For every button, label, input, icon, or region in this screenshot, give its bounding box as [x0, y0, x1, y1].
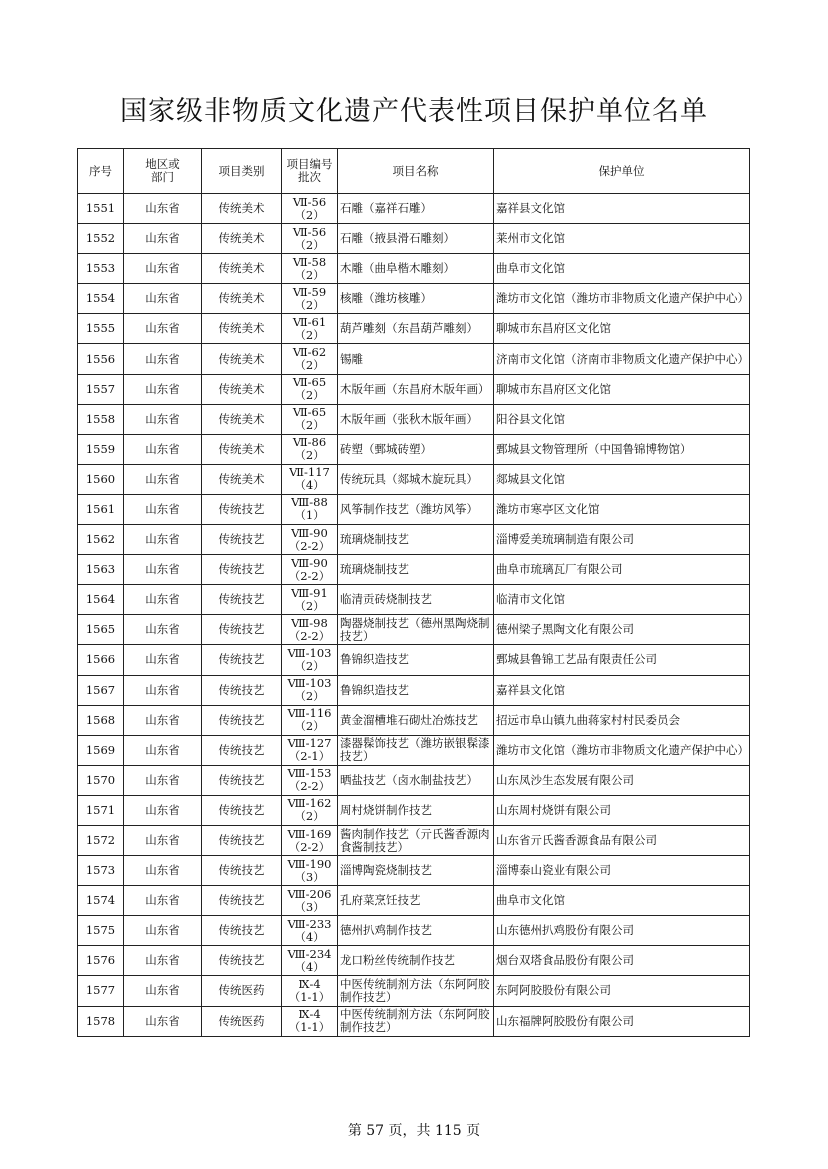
cell-project-name: 木版年画（张秋木版年画） [338, 404, 494, 434]
cell-no: 1557 [78, 374, 124, 404]
code-number: Ⅶ-65 [292, 375, 327, 390]
header-category: 项目类别 [202, 149, 282, 194]
cell-project-name: 风筝制作技艺（潍坊风筝） [338, 494, 494, 524]
cell-no: 1572 [78, 825, 124, 855]
code-batch: （3） [294, 899, 325, 914]
cell-category: 传统美术 [202, 194, 282, 224]
cell-project-name: 晒盐技艺（卤水制盐技艺） [338, 765, 494, 795]
cell-project-name: 核雕（潍坊核雕） [338, 284, 494, 314]
cell-category: 传统技艺 [202, 795, 282, 825]
cell-category: 传统美术 [202, 404, 282, 434]
cell-region: 山东省 [124, 615, 202, 645]
code-number: Ⅶ-56 [292, 224, 327, 239]
table-row [78, 344, 750, 374]
code-batch: （2） [294, 237, 325, 252]
cell-no: 1575 [78, 916, 124, 946]
cell-project-name: 鲁锦织造技艺 [338, 675, 494, 705]
cell-region: 山东省 [124, 434, 202, 464]
cell-region: 山东省 [124, 254, 202, 284]
table-row [78, 224, 750, 254]
cell-region: 山东省 [124, 314, 202, 344]
cell-no: 1552 [78, 224, 124, 254]
cell-region: 山东省 [124, 404, 202, 434]
cell-no: 1555 [78, 314, 124, 344]
cell-protection-unit: 山东周村烧饼有限公司 [494, 795, 750, 825]
header-no: 序号 [78, 149, 124, 194]
cell-region: 山东省 [124, 374, 202, 404]
cell-code [282, 374, 338, 404]
table-row [78, 795, 750, 825]
code-batch: （4） [294, 478, 325, 493]
cell-category: 传统美术 [202, 314, 282, 344]
cell-protection-unit: 聊城市东昌府区文化馆 [494, 374, 750, 404]
table-row [78, 254, 750, 284]
code-batch: （1） [294, 508, 325, 523]
cell-no: 1566 [78, 645, 124, 675]
cell-code [282, 494, 338, 524]
code-batch: （2） [294, 448, 325, 463]
header-region-line2: 部门 [151, 170, 174, 184]
header-name: 项目名称 [338, 149, 494, 194]
table-row [78, 494, 750, 524]
cell-project-name: 陶器烧制技艺（德州黑陶烧制技艺） [338, 615, 494, 645]
cell-code [282, 194, 338, 224]
cell-protection-unit: 嘉祥县文化馆 [494, 194, 750, 224]
cell-region: 山东省 [124, 916, 202, 946]
table-row [78, 856, 750, 886]
cell-code [282, 795, 338, 825]
code-batch: （2） [294, 809, 325, 824]
cell-protection-unit: 阳谷县文化馆 [494, 404, 750, 434]
cell-code [282, 946, 338, 976]
code-number: Ⅶ-62 [292, 345, 327, 360]
cell-region: 山东省 [124, 344, 202, 374]
cell-category: 传统美术 [202, 284, 282, 314]
code-batch: （2） [294, 207, 325, 222]
cell-code [282, 254, 338, 284]
code-number: Ⅷ-169 [287, 826, 332, 841]
cell-protection-unit: 聊城市东昌府区文化馆 [494, 314, 750, 344]
cell-region: 山东省 [124, 494, 202, 524]
cell-category: 传统技艺 [202, 645, 282, 675]
cell-code [282, 916, 338, 946]
cell-category: 传统技艺 [202, 825, 282, 855]
code-number: Ⅷ-127 [287, 736, 332, 751]
code-batch: （1-1） [288, 989, 331, 1004]
cell-no: 1569 [78, 735, 124, 765]
cell-project-name: 葫芦雕刻（东昌葫芦雕刻） [338, 314, 494, 344]
cell-protection-unit: 山东凤沙生态发展有限公司 [494, 765, 750, 795]
cell-no: 1568 [78, 705, 124, 735]
cell-no: 1554 [78, 284, 124, 314]
cell-code [282, 404, 338, 434]
cell-protection-unit: 鄄城县文物管理所（中国鲁锦博物馆） [494, 434, 750, 464]
code-number: Ⅷ-90 [291, 555, 328, 570]
cell-no: 1574 [78, 886, 124, 916]
cell-protection-unit: 潍坊市文化馆（潍坊市非物质文化遗产保护中心） [494, 735, 750, 765]
cell-project-name: 临清贡砖烧制技艺 [338, 585, 494, 615]
cell-project-name: 黄金溜槽堆石砌灶冶炼技艺 [338, 705, 494, 735]
cell-region: 山东省 [124, 765, 202, 795]
page-title: 国家级非物质文化遗产代表性项目保护单位名单 [120, 96, 708, 127]
cell-category: 传统医药 [202, 1006, 282, 1036]
code-number: Ⅶ-117 [289, 465, 330, 480]
code-batch: （4） [294, 959, 325, 974]
code-number: Ⅷ-190 [287, 856, 332, 871]
cell-category: 传统美术 [202, 434, 282, 464]
cell-project-name: 淄博陶瓷烧制技艺 [338, 856, 494, 886]
cell-code [282, 645, 338, 675]
cell-project-name: 木雕（曲阜楷木雕刻） [338, 254, 494, 284]
cell-project-name: 周村烧饼制作技艺 [338, 795, 494, 825]
cell-region: 山东省 [124, 585, 202, 615]
code-batch: （2） [294, 327, 325, 342]
code-number: Ⅶ-65 [292, 405, 327, 420]
cell-code [282, 555, 338, 585]
cell-region: 山东省 [124, 645, 202, 675]
cell-project-name: 德州扒鸡制作技艺 [338, 916, 494, 946]
cell-category: 传统技艺 [202, 675, 282, 705]
cell-code [282, 825, 338, 855]
cell-protection-unit: 曲阜市文化馆 [494, 886, 750, 916]
cell-protection-unit: 烟台双塔食品股份有限公司 [494, 946, 750, 976]
header-unit: 保护单位 [494, 149, 750, 194]
cell-protection-unit: 嘉祥县文化馆 [494, 675, 750, 705]
cell-no: 1565 [78, 615, 124, 645]
header-code-line1: 项目编号 [286, 157, 333, 171]
table-row [78, 374, 750, 404]
page-footer: 第 57 页，共 115 页 [347, 1123, 481, 1139]
cell-category: 传统技艺 [202, 585, 282, 615]
table-row [78, 886, 750, 916]
cell-category: 传统美术 [202, 464, 282, 494]
cell-project-name: 中医传统制剂方法（东阿阿胶制作技艺） [338, 1006, 494, 1036]
cell-region: 山东省 [124, 284, 202, 314]
cell-code [282, 705, 338, 735]
table-row [78, 1006, 750, 1036]
code-number: Ⅷ-88 [291, 495, 328, 510]
cell-category: 传统美术 [202, 344, 282, 374]
cell-code [282, 224, 338, 254]
cell-project-name: 琉璃烧制技艺 [338, 555, 494, 585]
table-row [78, 645, 750, 675]
cell-code [282, 434, 338, 464]
table-row [78, 735, 750, 765]
heritage-table [77, 148, 750, 1037]
cell-project-name: 石雕（掖县滑石雕刻） [338, 224, 494, 254]
cell-no: 1564 [78, 585, 124, 615]
cell-protection-unit: 济南市文化馆（济南市非物质文化遗产保护中心） [494, 344, 750, 374]
code-number: Ⅷ-98 [291, 615, 328, 630]
cell-protection-unit: 淄博爱美琉璃制造有限公司 [494, 525, 750, 555]
table-row [78, 976, 750, 1006]
cell-protection-unit: 山东德州扒鸡股份有限公司 [494, 916, 750, 946]
cell-code [282, 464, 338, 494]
cell-no: 1578 [78, 1006, 124, 1036]
cell-category: 传统美术 [202, 374, 282, 404]
cell-code [282, 1006, 338, 1036]
cell-project-name: 石雕（嘉祥石雕） [338, 194, 494, 224]
cell-project-name: 木版年画（东昌府木版年画） [338, 374, 494, 404]
cell-region: 山东省 [124, 735, 202, 765]
cell-region: 山东省 [124, 555, 202, 585]
code-number: Ⅶ-58 [292, 254, 327, 269]
cell-protection-unit: 德州梁子黑陶文化有限公司 [494, 615, 750, 645]
cell-category: 传统技艺 [202, 615, 282, 645]
cell-no: 1556 [78, 344, 124, 374]
header-code [282, 149, 338, 194]
cell-category: 传统医药 [202, 976, 282, 1006]
code-number: Ⅷ-206 [287, 886, 332, 901]
cell-protection-unit: 郯城县文化馆 [494, 464, 750, 494]
code-batch: （2） [294, 719, 325, 734]
cell-region: 山东省 [124, 224, 202, 254]
code-batch: （2） [294, 418, 325, 433]
cell-code [282, 284, 338, 314]
cell-protection-unit: 潍坊市寒亭区文化馆 [494, 494, 750, 524]
code-number: Ⅶ-56 [292, 194, 327, 209]
code-batch: （2） [294, 598, 325, 613]
code-number: Ⅷ-90 [291, 525, 328, 540]
code-batch: （2） [294, 297, 325, 312]
code-number: Ⅶ-59 [292, 284, 327, 299]
cell-region: 山东省 [124, 795, 202, 825]
cell-region: 山东省 [124, 946, 202, 976]
cell-no: 1577 [78, 976, 124, 1006]
cell-project-name: 砖塑（鄄城砖塑） [338, 434, 494, 464]
cell-region: 山东省 [124, 825, 202, 855]
table-row [78, 464, 750, 494]
header-region [124, 149, 202, 194]
code-number: Ⅷ-233 [287, 916, 332, 931]
cell-no: 1562 [78, 525, 124, 555]
cell-no: 1560 [78, 464, 124, 494]
cell-category: 传统技艺 [202, 705, 282, 735]
code-batch: （2-1） [288, 749, 331, 764]
table-row [78, 434, 750, 464]
cell-category: 传统美术 [202, 254, 282, 284]
cell-region: 山东省 [124, 705, 202, 735]
cell-protection-unit: 莱州市文化馆 [494, 224, 750, 254]
code-batch: （2-2） [288, 779, 331, 794]
cell-code [282, 585, 338, 615]
header-code-line2: 批次 [298, 170, 321, 184]
code-number: Ⅷ-91 [291, 585, 328, 600]
cell-category: 传统技艺 [202, 735, 282, 765]
cell-region: 山东省 [124, 675, 202, 705]
cell-code [282, 675, 338, 705]
cell-region: 山东省 [124, 976, 202, 1006]
cell-category: 传统技艺 [202, 856, 282, 886]
cell-code [282, 765, 338, 795]
code-number: Ⅷ-234 [287, 946, 332, 961]
cell-protection-unit: 山东福牌阿胶股份有限公司 [494, 1006, 750, 1036]
code-batch: （2-2） [288, 839, 331, 854]
cell-no: 1559 [78, 434, 124, 464]
cell-no: 1570 [78, 765, 124, 795]
cell-protection-unit: 鄄城县鲁锦工艺品有限责任公司 [494, 645, 750, 675]
cell-protection-unit: 临清市文化馆 [494, 585, 750, 615]
table-row [78, 705, 750, 735]
cell-category: 传统技艺 [202, 494, 282, 524]
code-number: Ⅸ-4 [298, 1007, 321, 1022]
cell-category: 传统技艺 [202, 886, 282, 916]
code-batch: （1-1） [288, 1020, 331, 1035]
cell-category: 传统技艺 [202, 916, 282, 946]
table-row [78, 615, 750, 645]
cell-protection-unit: 曲阜市文化馆 [494, 254, 750, 284]
cell-category: 传统技艺 [202, 765, 282, 795]
table-row [78, 404, 750, 434]
cell-code [282, 615, 338, 645]
table-row [78, 825, 750, 855]
code-number: Ⅷ-162 [287, 796, 332, 811]
cell-no: 1553 [78, 254, 124, 284]
code-batch: （2） [294, 267, 325, 282]
cell-project-name: 孔府菜烹饪技艺 [338, 886, 494, 916]
cell-project-name: 酱肉制作技艺（亓氏酱香源肉食酱制技艺） [338, 825, 494, 855]
code-batch: （2-2） [288, 628, 331, 643]
table-row [78, 675, 750, 705]
header-region-line1: 地区或 [145, 157, 180, 171]
cell-region: 山东省 [124, 525, 202, 555]
code-number: Ⅷ-103 [287, 645, 332, 660]
cell-category: 传统美术 [202, 224, 282, 254]
code-number: Ⅷ-153 [287, 766, 332, 781]
cell-region: 山东省 [124, 464, 202, 494]
table-row [78, 555, 750, 585]
cell-protection-unit: 曲阜市琉璃瓦厂有限公司 [494, 555, 750, 585]
code-number: Ⅶ-61 [292, 314, 327, 329]
cell-no: 1571 [78, 795, 124, 825]
table-row [78, 946, 750, 976]
cell-protection-unit: 招远市阜山镇九曲蒋家村村民委员会 [494, 705, 750, 735]
cell-code [282, 314, 338, 344]
table-row [78, 314, 750, 344]
cell-no: 1558 [78, 404, 124, 434]
table-row [78, 916, 750, 946]
cell-no: 1576 [78, 946, 124, 976]
code-batch: （2） [294, 388, 325, 403]
table-row [78, 284, 750, 314]
cell-region: 山东省 [124, 1006, 202, 1036]
code-batch: （4） [294, 929, 325, 944]
cell-code [282, 735, 338, 765]
cell-project-name: 龙口粉丝传统制作技艺 [338, 946, 494, 976]
code-batch: （2） [294, 358, 325, 373]
cell-category: 传统技艺 [202, 525, 282, 555]
cell-code [282, 976, 338, 1006]
cell-code [282, 525, 338, 555]
code-number: Ⅶ-86 [292, 435, 327, 450]
cell-code [282, 886, 338, 916]
cell-code [282, 856, 338, 886]
code-batch: （2） [294, 689, 325, 704]
cell-project-name: 漆器髹饰技艺（潍坊嵌银髹漆技艺） [338, 735, 494, 765]
cell-project-name: 传统玩具（郯城木旋玩具） [338, 464, 494, 494]
cell-category: 传统技艺 [202, 946, 282, 976]
code-batch: （2-2） [288, 568, 331, 583]
code-batch: （2） [294, 658, 325, 673]
cell-region: 山东省 [124, 886, 202, 916]
code-batch: （3） [294, 869, 325, 884]
cell-project-name: 锡雕 [338, 344, 494, 374]
cell-protection-unit: 淄博泰山瓷业有限公司 [494, 856, 750, 886]
cell-code [282, 344, 338, 374]
table-header-row [78, 149, 750, 194]
table-row [78, 765, 750, 795]
cell-region: 山东省 [124, 856, 202, 886]
code-number: Ⅸ-4 [298, 976, 321, 991]
code-number: Ⅷ-116 [287, 706, 332, 721]
cell-project-name: 琉璃烧制技艺 [338, 525, 494, 555]
cell-no: 1567 [78, 675, 124, 705]
cell-region: 山东省 [124, 194, 202, 224]
cell-no: 1563 [78, 555, 124, 585]
cell-no: 1551 [78, 194, 124, 224]
cell-protection-unit: 潍坊市文化馆（潍坊市非物质文化遗产保护中心） [494, 284, 750, 314]
table-row [78, 525, 750, 555]
code-batch: （2-2） [288, 538, 331, 553]
cell-protection-unit: 东阿阿胶股份有限公司 [494, 976, 750, 1006]
cell-no: 1573 [78, 856, 124, 886]
table-body [78, 194, 750, 1037]
table-row [78, 585, 750, 615]
cell-project-name: 鲁锦织造技艺 [338, 645, 494, 675]
cell-no: 1561 [78, 494, 124, 524]
code-number: Ⅷ-103 [287, 676, 332, 691]
cell-category: 传统技艺 [202, 555, 282, 585]
cell-project-name: 中医传统制剂方法（东阿阿胶制作技艺） [338, 976, 494, 1006]
cell-protection-unit: 山东省亓氏酱香源食品有限公司 [494, 825, 750, 855]
table-row [78, 194, 750, 224]
